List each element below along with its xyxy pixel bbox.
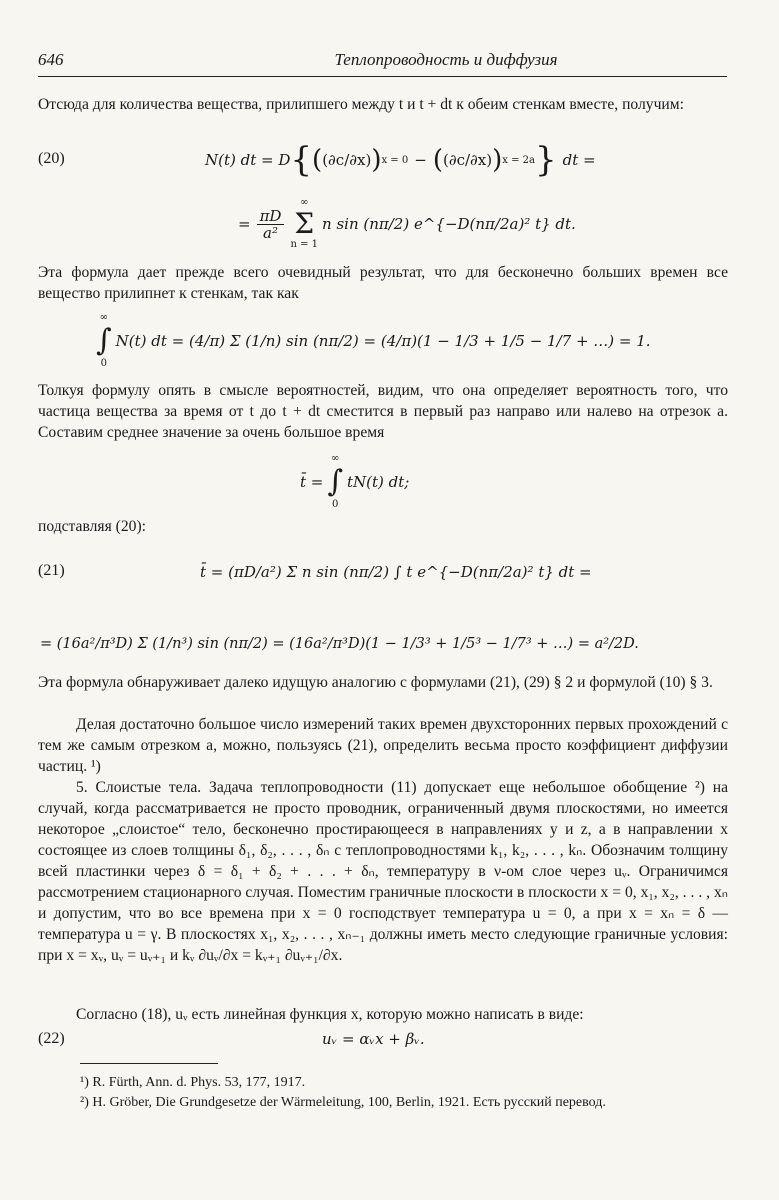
paragraph-3: Толкуя формулу опять в смысле вероятностей, видим, что она определяет вероятность того, что частица вещества за время от t до t + dt сместится в первый раз направо или налево на отрезок a. Составим среднее значение за очень большое время: [38, 382, 728, 441]
eq20-coef-num: πD: [257, 208, 285, 225]
footnote-rule: [80, 1063, 218, 1064]
paragraph-8: Согласно (18), uᵥ есть линейная функция x, которую можно написать в виде:: [76, 1006, 584, 1023]
eq20-lhs: N(t) dt = D: [205, 151, 291, 169]
sum-lower: n = 1: [290, 239, 319, 250]
equation-21-line-1: [200, 548, 592, 596]
eq20-second-sub: x = 2a: [502, 154, 535, 166]
eq20-term: n sin (nπ/2) e^{−D(nπ/2a)² t} dt.: [322, 215, 576, 233]
integral-operator: [96, 312, 112, 370]
brace-left: {: [290, 140, 313, 180]
paragraph-1: Отсюда для количества вещества, прилипшего между t и t + dt к обеим стенкам вместе, получим:: [38, 96, 684, 113]
sigma-icon: Σ: [294, 207, 315, 240]
paren-right-2: ): [492, 145, 503, 175]
mean-lhs: t̄ =: [300, 473, 324, 491]
footnote-1: [38, 1074, 728, 1092]
equation-number-22: (22): [38, 1030, 65, 1047]
integral-body: N(t) dt = (4/π) Σ (1/n) sin (nπ/2) = (4/π)(1 − 1/3 + 1/5 − 1/7 + …) = 1.: [115, 332, 651, 350]
eq20-coef-den: a²: [263, 223, 278, 242]
page-number: 646: [38, 50, 64, 69]
running-head: [38, 50, 724, 70]
integral-lower: 0: [100, 358, 107, 369]
eq20-tail: dt =: [562, 151, 596, 169]
header-rule: [38, 76, 727, 77]
integral-equation: [92, 306, 651, 376]
brace-right: }: [534, 140, 557, 180]
mean-integral-upper: ∞: [331, 453, 340, 464]
eq21-line-1: t̄ = (πD/a²) Σ n sin (nπ/2) ∫ t e^{−D(nπ/2a)² t} dt =: [200, 563, 592, 581]
paren-right: ): [371, 145, 382, 175]
mean-integral-operator: [327, 453, 343, 511]
integral-icon: ∫: [327, 464, 344, 499]
eq20-second-derivative: (∂c/∂x): [442, 151, 493, 169]
paren-left: (: [312, 145, 323, 175]
minus-sign: −: [414, 151, 427, 169]
integral-upper: ∞: [99, 312, 108, 323]
paragraph-4: подставляя (20):: [38, 518, 146, 535]
equals-sign: =: [238, 215, 251, 233]
equation-20-line-1: [205, 138, 596, 182]
sum-upper: ∞: [300, 197, 309, 208]
footnote-2-text: ²) H. Gröber, Die Grundgesetze der Wärmeleitung, 100, Berlin, 1921. Есть русский перевод.: [80, 1095, 606, 1110]
paragraph-6: Делая достаточно большое число измерений таких времен двухсторонних первых прохождений с тем же самым отрезком a, можно, пользуясь (21), определить весьма просто коэффициент диффузии частиц. ¹): [38, 716, 728, 775]
running-title: Теплопроводность и диффузия: [334, 50, 558, 69]
paren-left-2: (: [432, 145, 443, 175]
sum-operator: [290, 197, 318, 251]
equation-22: [322, 1028, 425, 1050]
eq20-coefficient: [257, 208, 285, 241]
equation-number-20: (20): [38, 150, 65, 167]
paragraph-7: 5. Слоистые тела. Задача теплопроводности (11) допускает еще небольшое обобщение ²) на случай, когда рассматривается не просто проводник, ограниченный двумя плоскостями, но имеется некоторое „слоистое“ тело, бесконечно простирающееся в направлениях y и z, а в направлении x состоящее из слоев толщины δ₁, δ₂, . . . , δₙ с теплопроводностями k₁, k₂, . . . , kₙ. Обозначим толщину всей пластинки через δ = δ₁ + δ₂ + . . . + δₙ, температуру в ν-ом слое через uᵥ. Ограничимся рассмотрением стационарного случая. Поместим граничные плоскости в плоскости x = 0, x₁, x₂, . . . , xₙ и допустим, что во все времена при x = 0 господствует температура u = 0, а при x = xₙ = δ — температура u = γ. В плоскостях x₁, x₂, . . . , xₙ₋₁ должны иметь место следующие граничные условия: при x = xᵥ, uᵥ = uᵥ₊₁ и kᵥ ∂uᵥ/∂x = kᵥ₊₁ ∂uᵥ₊₁/∂x.: [38, 779, 728, 964]
paragraph-5: Эта формула обнаруживает далеко идущую аналогию с формулами (21), (29) § 2 и формулой (10) § 3.: [38, 674, 713, 691]
eq20-first-sub: x = 0: [381, 154, 409, 166]
eq20-first-derivative: (∂c/∂x): [322, 151, 372, 169]
eq22-body: uᵥ = αᵥx + βᵥ.: [322, 1030, 425, 1048]
mean-equation: [300, 450, 409, 514]
mean-body: tN(t) dt;: [347, 473, 410, 491]
equation-number-21: (21): [38, 562, 65, 579]
equation-21-line-2: [40, 620, 639, 668]
equation-20-line-2: [238, 196, 576, 252]
footnote-2: [38, 1094, 728, 1112]
mean-integral-lower: 0: [332, 499, 339, 510]
paragraph-2: Эта формула дает прежде всего очевидный результат, что для бесконечно больших времен все вещество прилипнет к стенкам, так как: [38, 264, 728, 302]
eq21-line-2: = (16a²/π³D) Σ (1/n³) sin (nπ/2) = (16a²/π³D)(1 − 1/3³ + 1/5³ − 1/7³ + …) = a²/2D.: [40, 636, 639, 652]
integral-icon: ∫: [96, 323, 112, 358]
footnote-1-text: ¹) R. Fürth, Ann. d. Phys. 53, 177, 1917.: [80, 1075, 306, 1090]
